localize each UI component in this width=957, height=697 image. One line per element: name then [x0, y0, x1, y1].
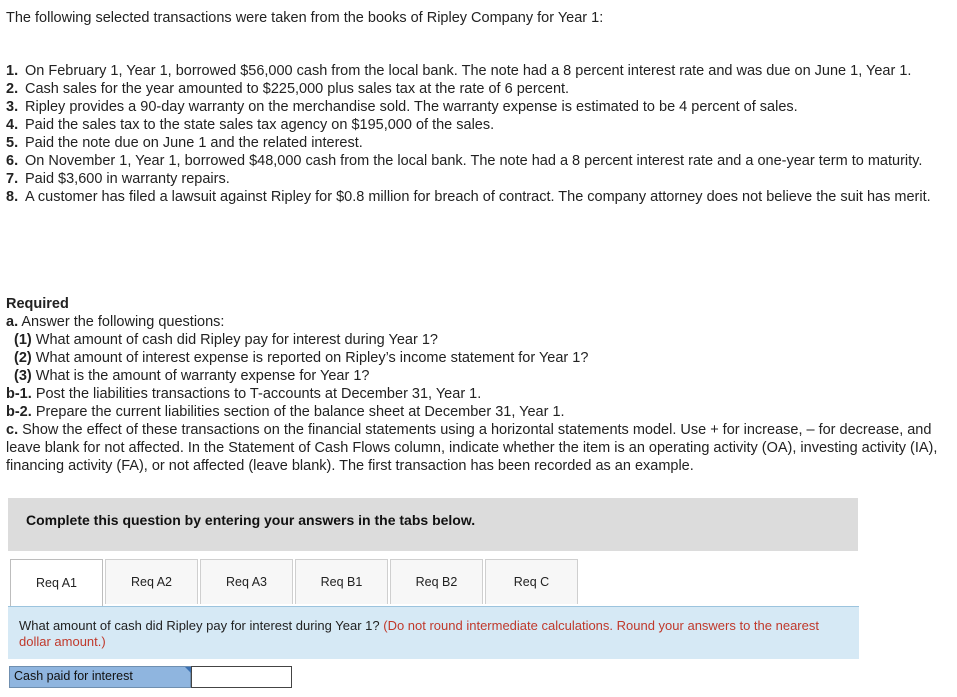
list-item — [6, 62, 941, 80]
req-b1 — [6, 385, 941, 403]
req-b2-text: Prepare the current liabilities section of the balance sheet at December 31, Year 1. — [35, 404, 565, 420]
banner-text: Complete this question by entering your answers in the tabs below. — [26, 512, 476, 528]
list-item — [6, 116, 941, 134]
req-a1-label: (1) — [14, 332, 32, 348]
cash-paid-interest-input[interactable] — [191, 666, 292, 688]
req-a-label: a. — [6, 314, 19, 330]
req-b1-text: Post the liabilities transactions to T-accounts at December 31, Year 1. — [35, 386, 482, 402]
list-item — [6, 188, 941, 206]
req-a3 — [6, 367, 941, 385]
answer-label — [9, 666, 191, 688]
tab-req-c[interactable]: Req C — [485, 559, 578, 604]
req-b2-label: b-2. — [6, 404, 32, 420]
req-c-label: c. — [6, 422, 19, 438]
item-text: A customer has filed a lawsuit against Ripley for $0.8 million for breach of contract. The company attorney does not believe the suit has merit. — [25, 189, 931, 205]
req-b1-label: b-1. — [6, 386, 32, 402]
req-c — [6, 421, 941, 475]
tab-req-a1[interactable]: Req A1 — [10, 559, 103, 606]
item-number: 6. — [6, 153, 19, 169]
req-a1-text: What amount of cash did Ripley pay for interest during Year 1? — [35, 332, 438, 348]
instruction-banner — [8, 498, 858, 551]
list-item — [6, 80, 941, 98]
question-hint: (Do not round intermediate calculations. Round your answers to the nearest dollar amount.) — [19, 618, 819, 649]
req-a2-text: What amount of interest expense is reported on Ripley’s income statement for Year 1? — [35, 350, 589, 366]
required-heading: Required — [6, 296, 69, 312]
tab-req-b2[interactable]: Req B2 — [390, 559, 483, 604]
item-text: Paid the note due on June 1 and the related interest. — [25, 135, 363, 151]
intro-text: The following selected transactions were taken from the books of Ripley Company for Year 1: — [6, 10, 604, 26]
list-item — [6, 134, 941, 152]
req-c-text: Show the effect of these transactions on the financial statements using a horizontal statements model. Use + for increase, – for decrease, and leave blank for not affected. In the Statement of Cash Flows column, indicate whether the item is an operating activity (OA), investing activity (IA), financing activity (FA), or not affected (leave blank). The first transaction has been recorded as an example. — [6, 422, 938, 474]
tab-bar — [10, 559, 580, 606]
req-a2-label: (2) — [14, 350, 32, 366]
transaction-list — [6, 62, 941, 206]
item-text: Cash sales for the year amounted to $225,000 plus sales tax at the rate of 6 percent. — [25, 81, 570, 97]
req-a1 — [6, 331, 941, 349]
item-text: On November 1, Year 1, borrowed $48,000 cash from the local bank. The note had a 8 percent interest rate and a one-year term to maturity. — [25, 153, 923, 169]
list-item — [6, 170, 941, 188]
item-text: Paid $3,600 in warranty repairs. — [25, 171, 230, 187]
req-a-text: Answer the following questions: — [21, 314, 225, 330]
tab-req-a3[interactable]: Req A3 — [200, 559, 293, 604]
item-number: 4. — [6, 117, 19, 133]
corner-marker-icon — [185, 667, 191, 673]
req-a2 — [6, 349, 941, 367]
item-number: 1. — [6, 63, 19, 79]
req-a — [6, 313, 941, 331]
req-a3-text: What is the amount of warranty expense for Year 1? — [35, 368, 370, 384]
tab-req-b1[interactable]: Req B1 — [295, 559, 388, 604]
question-text — [19, 618, 849, 650]
answer-row — [9, 666, 292, 688]
item-number: 3. — [6, 99, 19, 115]
answer-label-text: Cash paid for interest — [14, 669, 133, 683]
question-panel — [8, 606, 859, 659]
list-item — [6, 98, 941, 116]
req-b2 — [6, 403, 941, 421]
required-section — [6, 295, 941, 475]
item-number: 7. — [6, 171, 19, 187]
item-number: 5. — [6, 135, 19, 151]
list-item — [6, 152, 941, 170]
item-number: 2. — [6, 81, 19, 97]
item-text: On February 1, Year 1, borrowed $56,000 cash from the local bank. The note had a 8 percent interest rate and was due on June 1, Year 1. — [25, 63, 912, 79]
item-text: Ripley provides a 90-day warranty on the merchandise sold. The warranty expense is estimated to be 4 percent of sales. — [25, 99, 798, 115]
question-prompt: What amount of cash did Ripley pay for interest during Year 1? — [19, 618, 380, 633]
tab-req-a2[interactable]: Req A2 — [105, 559, 198, 604]
item-text: Paid the sales tax to the state sales tax agency on $195,000 of the sales. — [25, 117, 495, 133]
req-a3-label: (3) — [14, 368, 32, 384]
item-number: 8. — [6, 189, 19, 205]
